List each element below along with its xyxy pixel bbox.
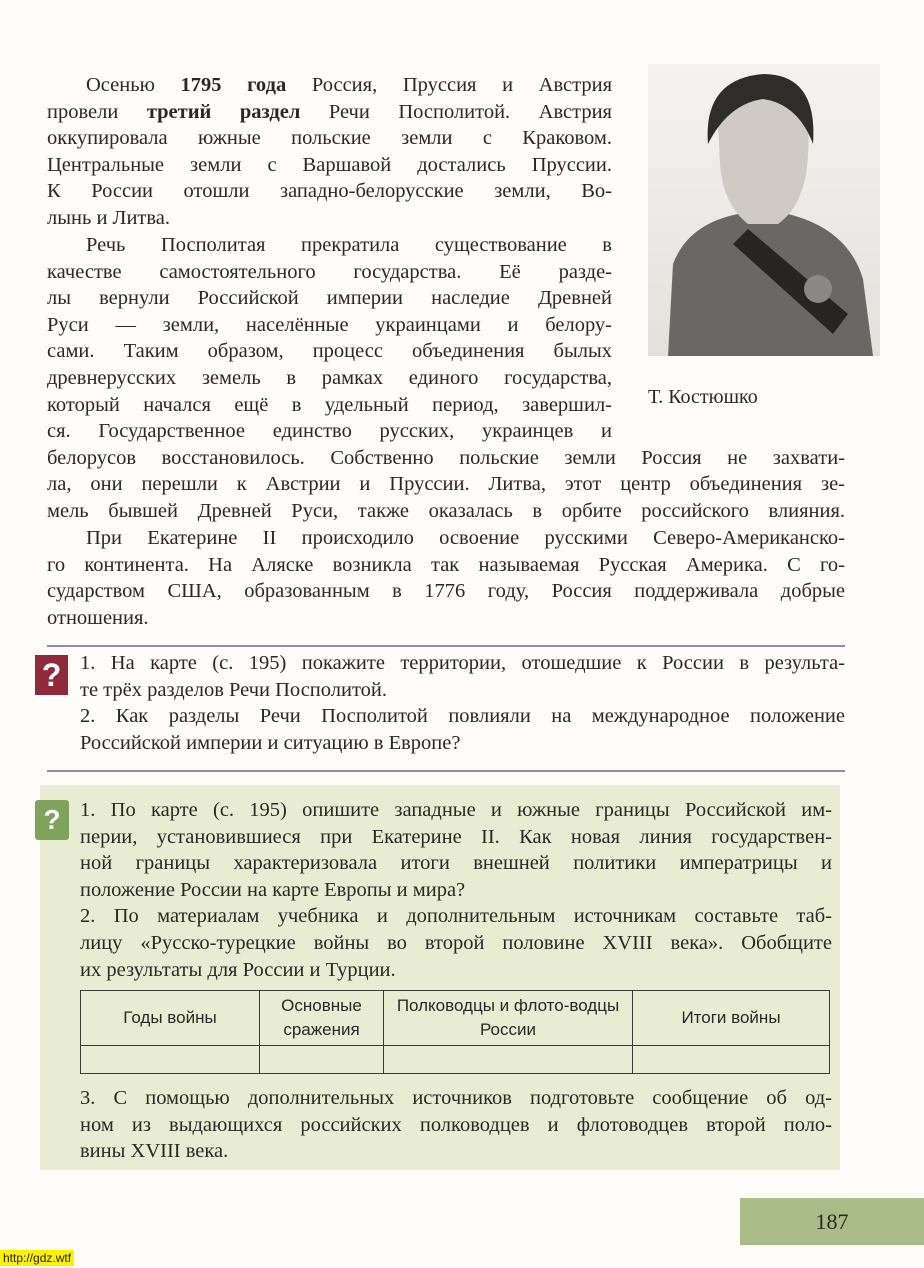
paragraph-1 [47, 72, 612, 232]
portrait-caption: Т. Костюшко [648, 386, 758, 408]
text-line: оккупировала южные польские земли с Краковом. [47, 127, 612, 150]
question-line: Российской империи и ситуацию в Европе? [80, 731, 461, 754]
text-line: лы вернули Российской империи наследие Древней [47, 287, 612, 310]
task-line: положение России на карте Европы и мира? [80, 878, 466, 901]
text-line: белорусов восстановилось. Собственно польские земли Россия не захвати- [47, 446, 845, 469]
table-cell [384, 1046, 633, 1074]
questions-block [80, 650, 845, 756]
wars-table [80, 990, 830, 1074]
question-icon: ? [35, 655, 68, 695]
task-line: ной границы характеризовала итоги внешней политики императрицы и [80, 852, 832, 875]
text-line: качестве самостоятельного государства. Её разде- [47, 260, 612, 283]
watermark-link[interactable]: http://gdz.wtf [0, 1250, 74, 1266]
question-line: те трёх разделов Речи Посполитой. [80, 678, 387, 701]
table-cell [260, 1046, 384, 1074]
task-line: лицу «Русско-турецкие войны во второй половине XVIII века». Обобщите [80, 931, 832, 954]
text-line: древнерусских земель в рамках единого государства, [47, 366, 612, 389]
question-line: 2. Как разделы Речи Посполитой повлияли на международное положение [80, 705, 845, 728]
table-cell [81, 1046, 260, 1074]
task-line: 2. По материалам учебника и дополнительным источникам составьте таб- [80, 905, 832, 928]
text-line: К России отошли западно-белорусские земли, Во- [47, 180, 612, 203]
text-line: провели третий раздел Речи Посполитой. Австрия [47, 100, 612, 123]
divider [47, 770, 845, 772]
table-header-row [81, 991, 830, 1046]
text-line: Центральные земли с Варшавой достались Пруссии. [47, 153, 612, 176]
book-question-icon: ? [35, 800, 69, 840]
table-header: Основные сражения [260, 991, 384, 1046]
text-line: Осенью 1795 года Россия, Пруссия и Австрия [86, 74, 612, 96]
kosciuszko-portrait [648, 64, 880, 356]
question-line: 1. На карте (с. 195) покажите территории, отошедшие к России в результа- [80, 652, 845, 674]
table-cell [633, 1046, 830, 1074]
text-line: Речь Посполитая прекратила существование в [86, 234, 612, 256]
table-header: Годы войны [81, 991, 260, 1046]
text-line: мель бывшей Древней Руси, также оказалась в орбите российского влияния. [47, 499, 845, 522]
text-line: сами. Таким образом, процесс объединения былых [47, 340, 612, 363]
text-line: ла, они перешли к Австрии и Пруссии. Литва, этот центр объединения зе- [47, 473, 845, 496]
task-line: ном из выдающихся российских полководцев и флотоводцев второй поло- [80, 1113, 832, 1136]
text-line: При Екатерине II происходило освоение русскими Северо-Американско- [86, 527, 845, 549]
text-line: который начался ещё в удельный период, завершил- [47, 393, 612, 416]
tasks-block [80, 797, 832, 983]
text-line: лынь и Литва. [47, 206, 171, 229]
text-line: го континента. На Аляске возникла так называемая Русская Америка. С го- [47, 553, 845, 576]
text-line: Руси — земли, населённые украинцами и белору- [47, 313, 612, 336]
paragraph-3 [47, 525, 845, 631]
task-3-block [80, 1085, 832, 1165]
divider [47, 645, 845, 647]
text-line: сударством США, образованным в 1776 году, Россия поддерживала добрые [47, 580, 845, 603]
table-header: Итоги войны [633, 991, 830, 1046]
task-line: перии, установившиеся при Екатерине II. Как новая линия государствен- [80, 825, 832, 848]
text-line: ся. Государственное единство русских, украинцев и [47, 420, 612, 443]
table-row [81, 1046, 830, 1074]
text-line: отношения. [47, 606, 149, 629]
page-number: 187 [740, 1198, 924, 1245]
table-header: Полководцы и флото-водцы России [384, 991, 633, 1046]
task-line: вины XVIII века. [80, 1140, 229, 1163]
task-line: их результаты для России и Турции. [80, 958, 396, 981]
task-line: 3. С помощью дополнительных источников подготовьте сообщение об од- [80, 1087, 832, 1109]
task-line: 1. По карте (с. 195) опишите западные и южные границы Российской им- [80, 799, 832, 821]
